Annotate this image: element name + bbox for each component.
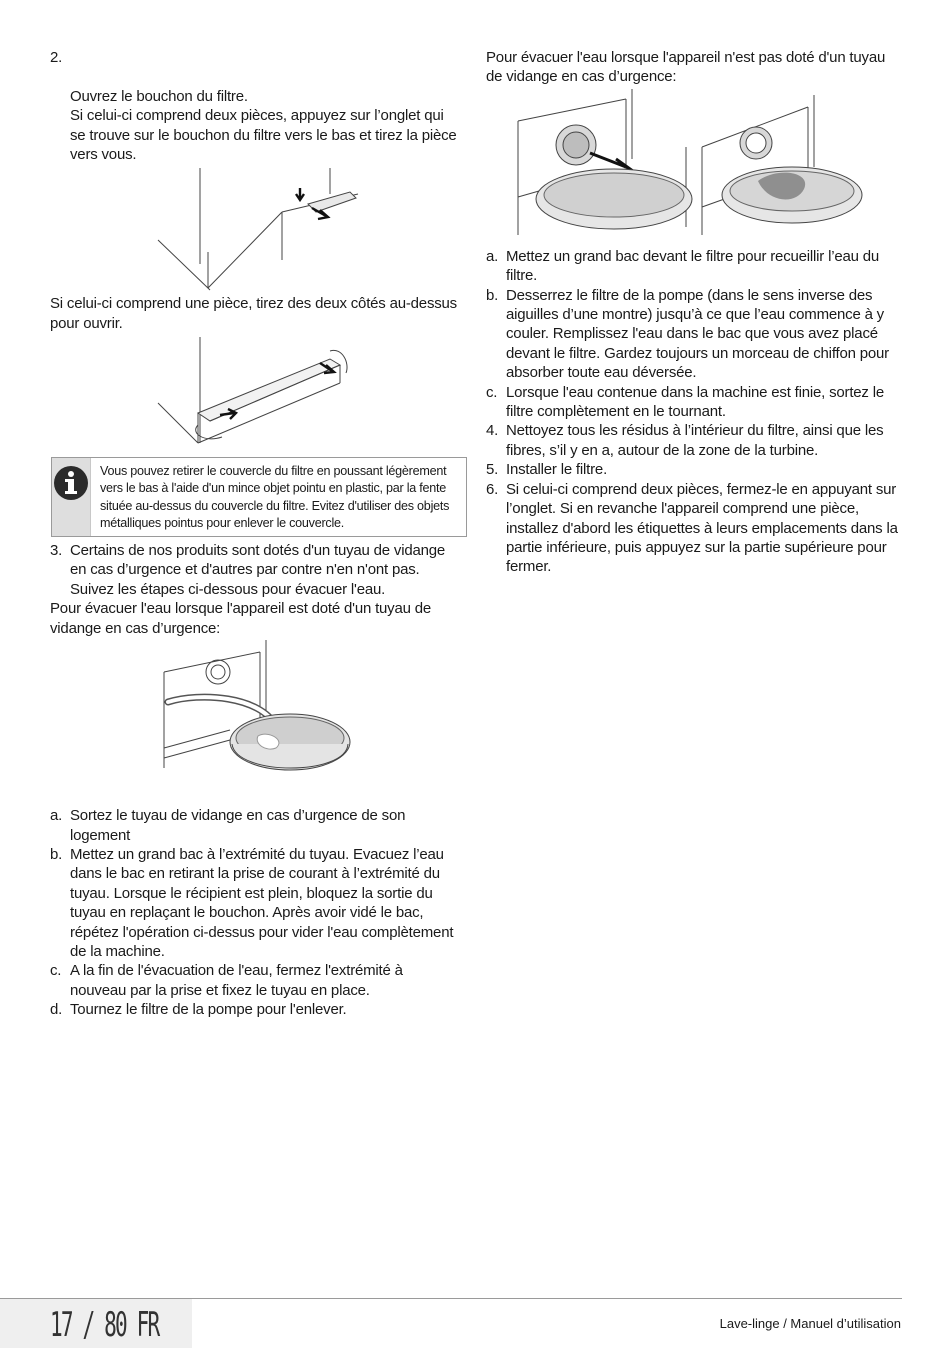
step-number: 4. (486, 422, 499, 440)
sub-step-text: A la fin de l'évacuation de l'eau, fermez l'extrémité à nouveau par la prise et fixez le tuyau en place. (70, 962, 403, 999)
filter-cover-one-piece-illustration (50, 333, 462, 451)
step-text: Mettez un grand bac devant le filtre pour recueillir l’eau du filtre. (506, 247, 880, 285)
step-b (486, 286, 902, 383)
sub-step-letter: a. (50, 807, 63, 825)
hose-drain-illustration (50, 638, 462, 806)
info-icon-cell (52, 458, 91, 536)
step-3 (50, 541, 462, 599)
step-number: 6. (486, 480, 499, 498)
step-4 (486, 421, 902, 460)
right-column (486, 48, 902, 577)
step-6 (486, 480, 902, 577)
step-text: Si celui-ci comprend deux pièces, fermez-le en appuyant sur l’onglet. Si en revanche l'appareil comprend une pièce, installez d'abord les étiquettes à leurs emplacements dans la partie inférieure, puis appuyez sur la partie supérieure pour fermer. (506, 480, 898, 576)
step-2 (50, 48, 462, 164)
step-text: Certains de nos produits sont dotés d'un tuyau de vidange en cas d’urgence et d'autres par contre n'en n'ont pas. Suivez les étapes ci-dessous pour évacuer l'eau. (70, 542, 446, 598)
without-hose-instruction: Pour évacuer l'eau lorsque l'appareil n'est pas doté d'un tuyau de vidange en cas d’urgence: (486, 49, 886, 86)
sub-step-text: Sortez le tuyau de vidange en cas d’urgence de son logement (70, 807, 406, 844)
sub-step-letter: c. (50, 962, 62, 980)
footer-title: Lave-linge / Manuel d’utilisation (719, 1316, 901, 1331)
info-icon (52, 464, 90, 502)
sub-step-c (50, 961, 462, 1000)
sub-step-letter: b. (50, 845, 63, 863)
step-number: 2. (50, 49, 63, 66)
step-text: Installer le filtre. (506, 461, 608, 479)
step-a (486, 247, 902, 286)
sub-step-letter: d. (50, 1001, 63, 1019)
figure-no-hose-drain (486, 87, 902, 239)
sub-step-a (50, 806, 462, 845)
page-number: 17 / 80 FR (50, 1305, 159, 1345)
info-note-text: Vous pouvez retirer le couvercle du filtre en poussant légèrement vers le bas à l'aide d'un mince objet pointu en plastic, par la fente située au-dessus du couvercle du filtre. Evitez d'utiliser des objets métalliques pointus pour enlever le couvercle. (100, 464, 450, 530)
step-5 (486, 460, 902, 479)
figure-filter-cover-one-piece (50, 333, 462, 451)
hose-sub-steps (50, 806, 462, 1019)
no-hose-steps (486, 247, 902, 577)
step-number: 5. (486, 461, 499, 479)
with-hose-instruction: Pour évacuer l'eau lorsque l'appareil est doté d'un tuyau de vidange en cas d’urgence: (50, 600, 432, 637)
step-text: Lorsque l'eau contenue dans la machine est finie, sortez le filtre complètement en le tournant. (506, 383, 884, 421)
figure-filter-cap-two-piece (50, 164, 462, 294)
no-hose-drain-illustration (486, 87, 902, 239)
step-letter: b. (486, 286, 499, 304)
one-piece-instruction: Si celui-ci comprend une pièce, tirez des deux côtés au-dessus pour ouvrir. (50, 295, 457, 332)
step-text: Nettoyez tous les résidus à l’intérieur du filtre, ainsi que les fibres, s’il y en a, autour de la zone de la turbine. (506, 422, 884, 459)
step-letter: a. (486, 247, 499, 265)
step-number: 3. (50, 542, 63, 560)
left-column (50, 48, 462, 1020)
sub-step-text: Tournez le filtre de la pompe pour l'enlever. (70, 1001, 347, 1019)
step-letter: c. (486, 383, 498, 401)
step-text: Desserrez le filtre de la pompe (dans le sens inverse des aiguilles d’une montre) jusqu’à ce que l’eau commence à y couler. Remplissez l'eau dans le bac que vous avez placé devant le filtre. Gardez toujours un morceau de chiffon pour absorber toute eau déversée. (506, 286, 889, 382)
figure-hose-drain (50, 638, 462, 806)
info-note (51, 457, 467, 537)
filter-cap-two-piece-illustration (50, 164, 462, 294)
sub-step-text: Mettez un grand bac à l’extrémité du tuyau. Evacuez l’eau dans le bac en retirant la prise de courant à l’extrémité du tuyau. Lorsque le récipient est plein, bloquez la sortie du tuyau en replaçant le bouchon. Après avoir vidé le bac, répétez l'opération ci-dessus pour vider l'eau complètement de la machine. (70, 845, 454, 960)
step-c (486, 383, 902, 422)
step-text: Ouvrez le bouchon du filtre. Si celui-ci comprend deux pièces, appuyez sur l’onglet qui se trouve sur le bouchon du filtre vers le bas et tirez la pièce vers vous. (70, 87, 457, 164)
sub-step-b (50, 845, 462, 961)
sub-step-d (50, 1000, 462, 1019)
